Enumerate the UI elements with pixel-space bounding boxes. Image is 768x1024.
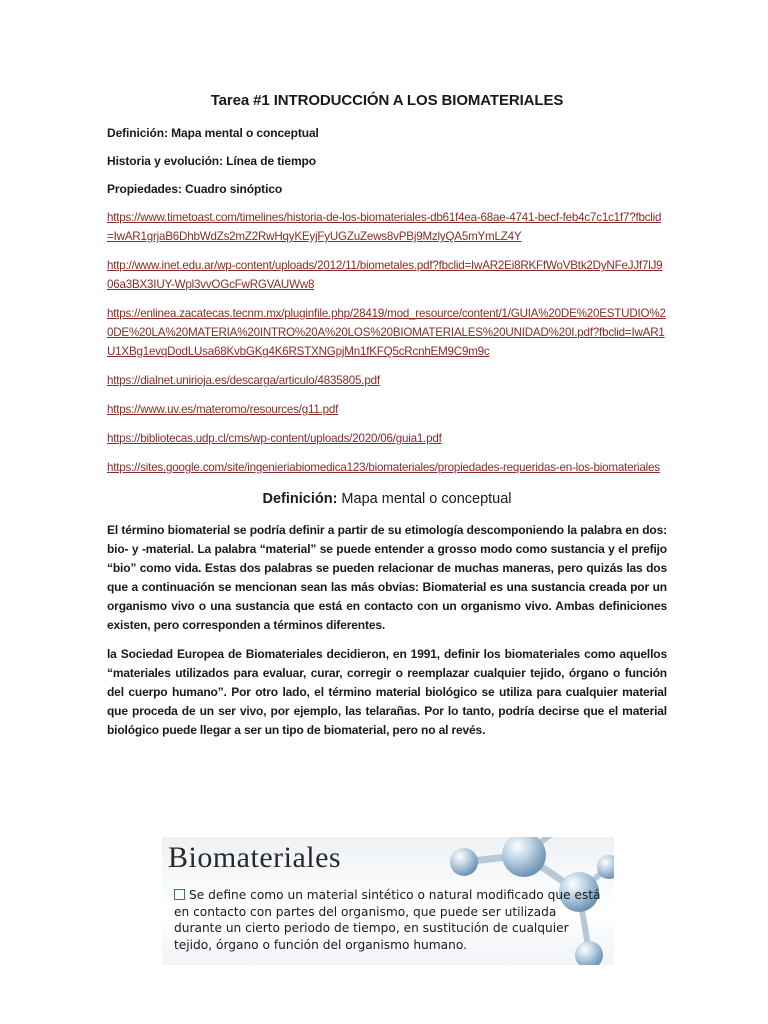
link-udp[interactable]: https://bibliotecas.udp.cl/cms/wp-content/uploads/2020/06/guia1.pdf	[107, 432, 442, 445]
meta-history: Historia y evolución: Línea de tiempo	[107, 154, 317, 168]
section-heading	[107, 491, 667, 507]
link-zacatecas[interactable]: https://enlinea.zacatecas.tecnm.mx/pluginfile.php/28419/mod_resource/content/1/GUIA%20DE%20ESTUDIO%20DE%20LA%20MATERIA%20INTRO%20A%20LOS%20BIOMATERIALES%20UNIDAD%20I.pdf?fbclid=IwAR1U1XBg1evqDodLUsa68KvbGKg4K6RSTXNGpjMn1fKFQ5cRcnhEM9C9m9c	[107, 307, 666, 358]
checkbox-bullet-icon	[174, 889, 185, 900]
link-google-sites[interactable]: https://sites.google.com/site/ingenieriabiomedica123/biomateriales/propiedades-requeridas-en-los-biomateriales	[107, 461, 660, 474]
meta-definition: Definición: Mapa mental o conceptual	[107, 126, 319, 140]
link-inet[interactable]: http://www.inet.edu.ar/wp-content/uploads/2012/11/biometales.pdf?fbclid=IwAR2Ei8RKFfWoVBtk2DyNFeJJf7lJ906a3BX3IUY-Wpl3vvOGcFwRGVAUWw8	[107, 259, 663, 291]
link-uv[interactable]: https://www.uv.es/materomo/resources/g11.pdf	[107, 403, 339, 416]
paragraph-1: El término biomaterial se podría definir a partir de su etimología descomponiendo la palabra en dos: bio- y -material. La palabra “material” se puede entender a grosso modo como sustancia y el prefijo “bio” como vida. Estas dos palabras se pueden relacionar de muchas maneras, pero quizás las dos que a continuación se mencionan sean las más obvias: Biomaterial es una sustancia creada por un organismo vivo o una sustancia que está en contacto con un organismo vivo. Ambas definiciones existen, pero corresponden a términos diferentes.	[107, 523, 667, 632]
link-dialnet[interactable]: https://dialnet.unirioja.es/descarga/articulo/4835805.pdf	[107, 374, 380, 387]
document-title: Tarea #1 INTRODUCCIÓN A LOS BIOMATERIALES	[210, 92, 564, 109]
document-page	[107, 92, 667, 750]
slide-body	[174, 887, 606, 953]
section-heading-label: Definición:	[262, 491, 338, 507]
section-heading-text: Mapa mental o conceptual	[337, 491, 512, 507]
link-timetoast[interactable]: https://www.timetoast.com/timelines/historia-de-los-biomateriales-db61f4ea-68ae-4741-becf-feb4c7c1c1f7?fbclid=IwAR1grjaB6DhbWdZs2mZ2RwHqyKEyjFyUGZuZews8vPBj9MzlyQA5mYmLZ4Y	[107, 211, 662, 243]
biomateriales-slide-image	[162, 837, 614, 965]
slide-title: Biomateriales	[168, 841, 342, 874]
meta-properties: Propiedades: Cuadro sinóptico	[107, 182, 283, 196]
slide-text: Se define como un material sintético o natural modificado que está en contacto con partes del organismo, que puede ser utilizada durante un cierto periodo de tiempo, en sustitución de cualquier tejido, órgano o función del organismo humano.	[174, 888, 601, 952]
paragraph-2: la Sociedad Europea de Biomateriales decidieron, en 1991, definir los biomateriales como aquellos “materiales utilizados para evaluar, curar, corregir o reemplazar cualquier tejido, órgano o función del cuerpo humano”. Por otro lado, el término material biológico se utiliza para cualquier material que proceda de un ser vivo, por ejemplo, las telarañas. Por lo tanto, podría decirse que el material biológico puede llegar a ser un tipo de biomaterial, pero no al revés.	[107, 647, 667, 737]
